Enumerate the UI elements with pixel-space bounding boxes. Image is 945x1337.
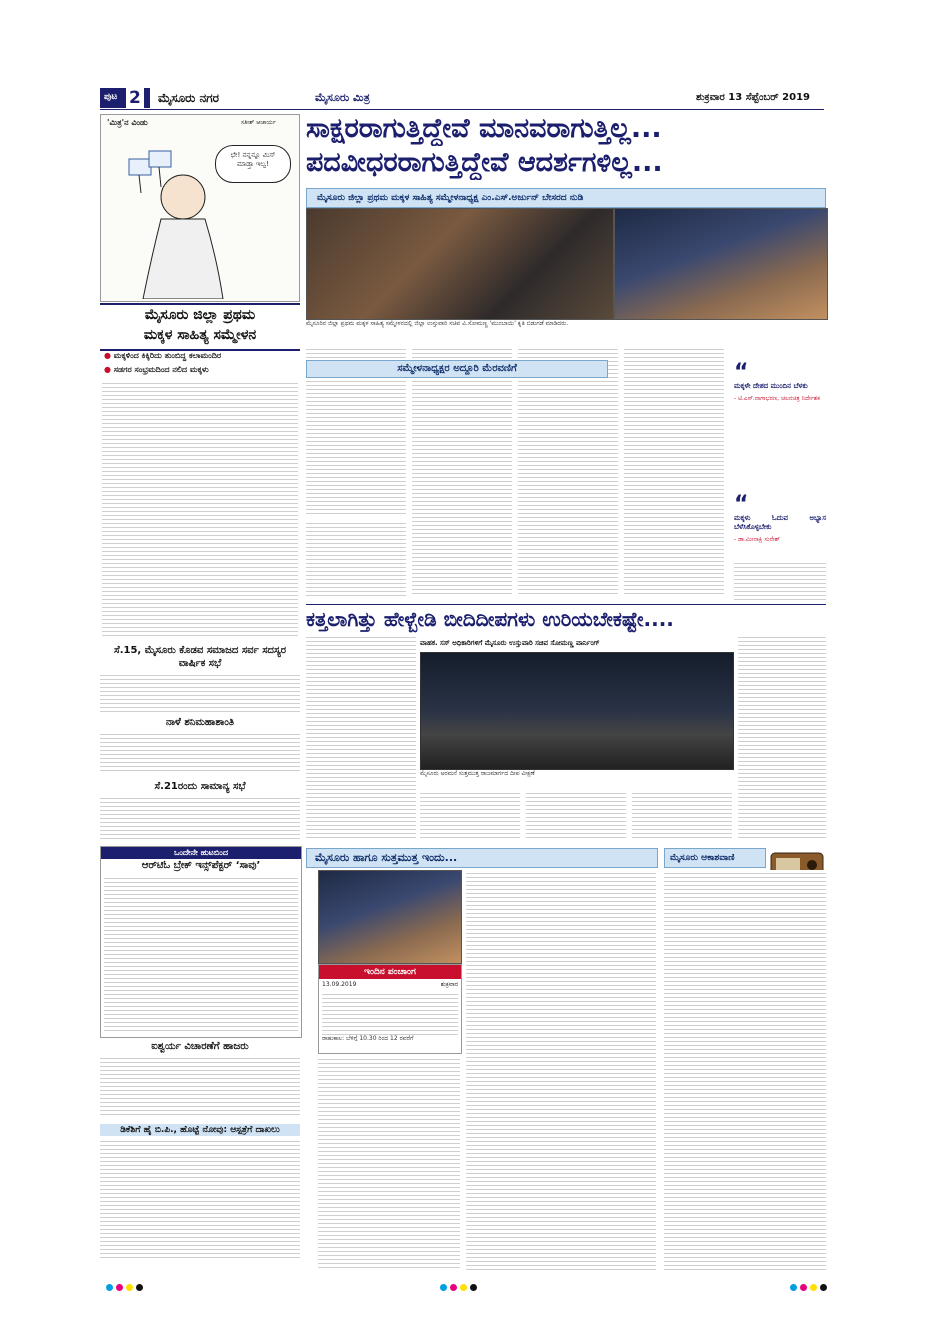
lead-photo-right [614,208,828,320]
quote-box-1: “ ಮಕ್ಕಳೇ ದೇಶದ ಮುಂದಿನ ಬೆಳಕು - ಟಿ.ಎಸ್.ನಾಗಾಭರಣ, ಚಲನಚಿತ್ರ ನಿರ್ದೇಶಕ [734,364,826,484]
left-feature-body [102,380,298,638]
mid-text-a [420,790,520,840]
odd-box-label: ಒಂದೇನೇ ಹುಟಬಿಂದ [101,847,301,859]
mid-right-text [738,634,826,840]
mid-left-text [306,634,416,840]
panchanga-date: 13.09.2019 [322,981,357,988]
panchanga-box [318,964,462,1054]
left-feature-title [100,303,300,351]
cartoon-box [100,114,300,302]
headline-line2: ಪದವೀಧರರಾಗುತ್ತಿದ್ದೇವೆ ಆದರ್ಶಗಳಿಲ್ಲ... [306,147,663,178]
lead-headline [306,112,826,184]
feature-title-line1: ಮೈಸೂರು ಜಿಲ್ಲಾ ಪ್ರಥಮ [144,307,256,323]
left-news-3: ಸೆ.21ರಂದು ಸಾಮಾನ್ಯ ಸಭೆ [100,780,300,840]
page-number: 2 [126,88,144,108]
procession-box: ಸಮ್ಮೇಳನಾಧ್ಯಕ್ಷರ ಅದ್ದೂರಿ ಮೆರವಣಿಗೆ [306,360,608,378]
panchanga-day: ಶುಕ್ರವಾರ [440,981,458,988]
radio-head: ಮೈಸೂರು ಆಕಾಶವಾಣಿ [664,848,766,868]
panchanga-times: ರಾಹುಕಾಲ: ಬೆಳಿಗ್ಗೆ 10.30 ರಿಂದ 12 ರವರೆಗೆ [322,1035,414,1042]
today-col-2 [466,870,656,1270]
left-bottom-2: ಡಿಕೆಶಿಗೆ ಹೈ ಬಿ.ಪಿ., ಹೊಟ್ಟೆ ನೋವು: ಆಸ್ಪತ್ರೆಗೆ ದಾಖಲು [100,1124,300,1270]
feature-title-line2: ಮಕ್ಕಳ ಸಾಹಿತ್ಯ ಸಮ್ಮೇಳನ [143,327,257,343]
center-col-1b [306,520,406,596]
left-bottom-1: ಐಶ್ವರ್ಯ ವಿಚಾರಣೆಗೆ ಹಾಜರು [100,1040,300,1120]
palace-photo [318,870,462,964]
registration-dots-right [790,1276,830,1295]
lead-subhead: ಮೈಸೂರು ಜಿಲ್ಲಾ ಪ್ರಥಮ ಮಕ್ಕಳ ಸಾಹಿತ್ಯ ಸಮ್ಮೇಳನಾಧ್ಯಕ್ಷ ಎಂ.ಎಸ್.ಅರ್ಜುನ್ ಬೇಸರದ ನುಡಿ [306,188,826,208]
left-news-1: ಸೆ.15, ಮೈಸೂರು ಕೊಡವ ಸಮಾಜದ ಸರ್ವ ಸದಸ್ಯರ ವಾರ್ಷಿಕ ಸಭೆ [100,644,300,714]
right-col-text [734,560,826,602]
mid-text-c [632,790,732,840]
mid-photo-head: ವಾಹಕ. ಸಸ್ ಅಧಿಕಾರಿಗಳಿಗೆ ಮೈಸೂರು ಉಸ್ತುವಾರಿ ಸಚಿವ ಸೋಮಣ್ಣ ವಾರ್ನಿಂಗ್ [420,636,732,650]
quote-2-source: - ಡಾ.ಮೀನಾಕ್ಷಿ ಸುರೇಶ್ [734,536,780,543]
cartoon-figure [121,149,241,299]
mid-photo-caption: ಮೈಸೂರು ಅರಮನೆ ಸುತ್ತಮುತ್ತ ರಾಜಮಾರ್ಗದ ದೀಪ ವೀಕ್ಷಣೆ [420,770,535,777]
registration-dots-left [106,1276,146,1295]
today-col-1 [318,1056,460,1270]
left-news-2: ನಾಳೆ ಶನಿಮಹಾಶಾಂತಿ [100,716,300,774]
odd-box [100,846,302,1038]
paper-name: ಮೈಸೂರು ಮಿತ್ರ [315,91,370,104]
mid-text-b [526,790,626,840]
today-head: ಮೈಸೂರು ಹಾಗೂ ಸುತ್ತಮುತ್ತ ಇಂದು... [306,848,658,868]
header-rule [100,109,824,110]
speech-text: ಛೇ! ನನ್ನನ್ನೂ ಮಿಸ್ ಮಾಡ್ತಾ ಇಲ್ವ! [230,151,276,168]
center-col-3 [518,346,618,596]
section-name: ಮೈಸೂರು ನಗರ [158,91,220,105]
cartoon-artist: ಸತೀಶ್ ಆಚಾರ್ಯ [241,119,276,126]
mid-photo [420,652,734,770]
page-number-box [100,88,150,108]
panchanga-title: ಇಂದಿನ ಪಂಚಾಂಗ [319,965,461,979]
lead-photo-caption: ಮೈಸೂರಿನ ಜಿಲ್ಲಾ ಪ್ರಥಮ ಮಕ್ಕಳ ಸಾಹಿತ್ಯ ಸಮ್ಮೇಳನದಲ್ಲಿ ಜಿಲ್ಲಾ ಉಸ್ತುವಾರಿ ಸಚಿವ ವಿ.ಸೋಮಣ್ಣ 'ಮುಂಬಾಯಿ' ಕೃತಿ ಬಿಡುಗಡೆ ಮಾಡಿದರು. [306,320,569,327]
center-col-2 [412,346,512,596]
quote-2-text: ಮಕ್ಕಳು ಓದುವ ಅಭ್ಯಾಸ ಬೆಳೆಸಿಕೊಳ್ಳಬೇಕು [734,514,826,531]
registration-dots-bottom [440,1276,480,1295]
page-header [100,88,824,110]
issue-date: ಶುಕ್ರವಾರ 13 ಸೆಪ್ಟೆಂಬರ್ 2019 [696,92,810,103]
feature-bullet-1: ● ಮಕ್ಕಳಿಂದ ಕಿಕ್ಕಿರಿದು ತುಂಬಿದ್ದ ಕಲಾಮಂದಿರ [104,351,222,360]
page-label: ಪುಟ [104,92,118,102]
cartoon-title: 'ಮಿತ್ರ'ನ ವಿಂಡು [107,118,148,127]
quote-1-source: - ಟಿ.ಎಸ್.ನಾಗಾಭರಣ, ಚಲನಚಿತ್ರ ನಿರ್ದೇಶಕ [734,395,820,402]
center-col-4 [624,346,724,596]
feature-bullet-2: ● ಸಡಗರ ಸಂಭ್ರಮದಿಂದ ನಲಿದ ಮಕ್ಕಳು [104,365,209,374]
mid-headline: ಕತ್ತಲಾಗಿತ್ತು ಹೇಳ್ಬೇಡಿ ಬೀದಿದೀಪಗಳು ಉರಿಯಬೇಕಷ್ಟೇ.... [306,604,826,633]
headline-line1: ಸಾಕ್ಷರರಾಗುತ್ತಿದ್ದೇವೆ ಮಾನವರಾಗುತ್ತಿಲ್ಲ... [306,113,662,144]
odd-box-title: ಆರ್‌ಟಿಓ ಬ್ರೇಕ್ ಇನ್ಸ್‌ಪೆಕ್ಟರ್ ‘ಸಾವು’ [141,860,261,871]
quote-1-text: ಮಕ್ಕಳೇ ದೇಶದ ಮುಂದಿನ ಬೆಳಕು [734,382,808,390]
quote-box-2: “ ಮಕ್ಕಳು ಓದುವ ಅಭ್ಯಾಸ ಬೆಳೆಸಿಕೊಳ್ಳಬೇಕು - ಡಾ.ಮೀನಾಕ್ಷಿ ಸುರೇಶ್ [734,492,826,543]
lead-photo-left [306,208,614,320]
radio-text [664,870,826,1270]
